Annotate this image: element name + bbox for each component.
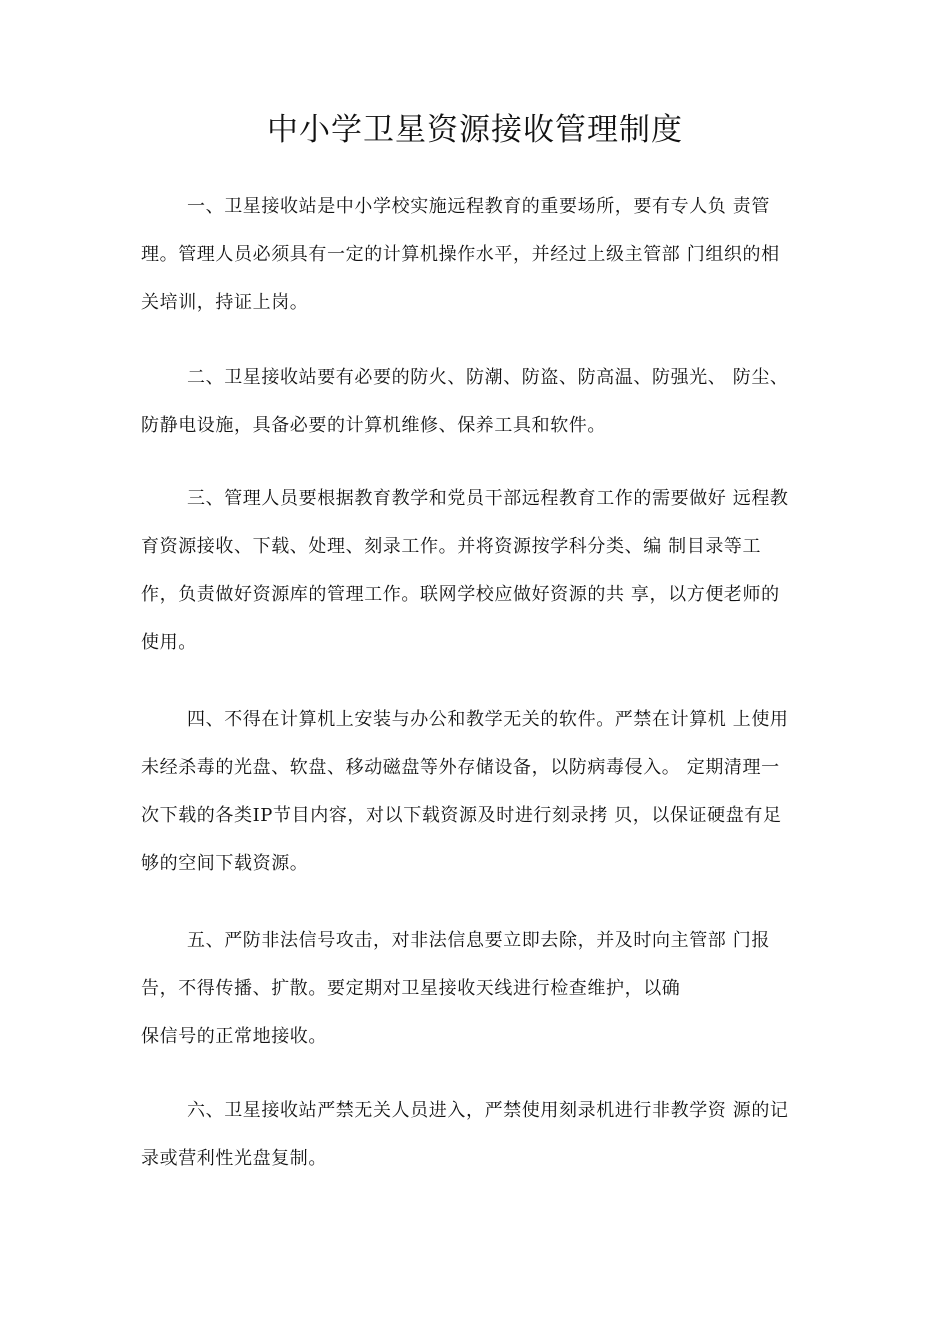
paragraph-line: 六、卫星接收站严禁无关人员进入，严禁使用刻录机进行非教学资 源的记 (187, 1100, 789, 1121)
paragraph-line: 作，负责做好资源库的管理工作。联网学校应做好资源的共 享，以方便老师的 (141, 584, 780, 605)
paragraph-line: 二、卫星接收站要有必要的防火、防潮、防盗、防高温、防强光、 防尘、 (187, 367, 789, 388)
paragraph-line: 三、管理人员要根据教育教学和党员干部远程教育工作的需要做好 远程教 (187, 488, 789, 509)
paragraph-2 (141, 354, 821, 450)
paragraph-line: 理。管理人员必须具有一定的计算机操作水平，并经过上级主管部 门组织的相 (141, 244, 780, 265)
paragraph-6 (141, 1087, 821, 1183)
paragraph-line: 防静电设施，具备必要的计算机维修、保养工具和软件。 (141, 415, 606, 436)
paragraph-line: 使用。 (141, 632, 197, 653)
paragraph-line: 保信号的正常地接收。 (141, 1026, 327, 1047)
paragraph-4 (141, 696, 821, 888)
paragraph-line: 四、不得在计算机上安装与办公和教学无关的软件。严禁在计算机 上使用 (187, 709, 789, 730)
paragraph-line: 未经杀毒的光盘、软盘、移动磁盘等外存储设备，以防病毒侵入。 定期清理一 (141, 757, 780, 778)
document-title: 中小学卫星资源接收管理制度 (267, 112, 683, 148)
paragraph-line: 告，不得传播、扩散。要定期对卫星接收天线进行检查维护，以确 (141, 978, 681, 999)
paragraph-line: 五、严防非法信号攻击，对非法信息要立即去除，并及时向主管部 门报 (187, 930, 770, 951)
paragraph-line: 够的空间下载资源。 (141, 853, 309, 874)
paragraph-line: 次下载的各类IP节目内容，对以下载资源及时进行刻录拷 贝，以保证硬盘有足 (141, 805, 782, 826)
paragraph-line: 录或营利性光盘复制。 (141, 1148, 327, 1169)
paragraph-line: 关培训，持证上岗。 (141, 292, 309, 313)
paragraph-line: 一、卫星接收站是中小学校实施远程教育的重要场所，要有专人负 责管 (187, 196, 770, 217)
paragraph-5 (141, 917, 821, 1061)
paragraph-1 (141, 183, 821, 327)
paragraph-3 (141, 475, 821, 667)
paragraph-line: 育资源接收、下载、处理、刻录工作。并将资源按学科分类、编 制目录等工 (141, 536, 762, 557)
